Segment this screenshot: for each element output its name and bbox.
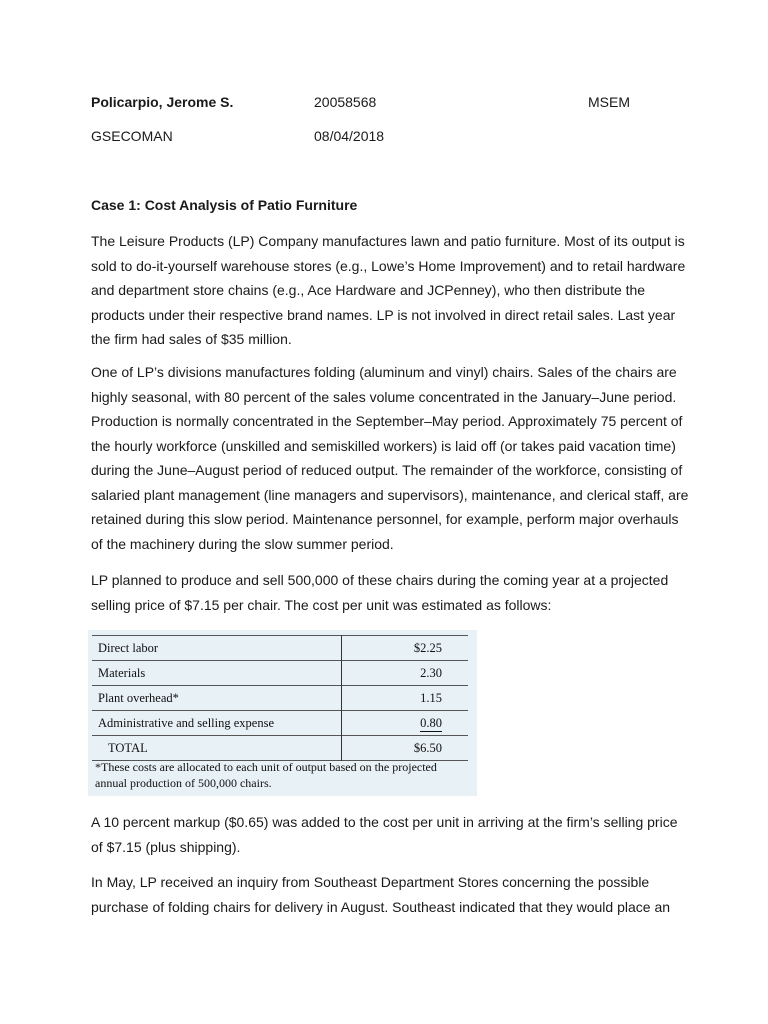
table-row (92, 686, 468, 711)
student-name: Policarpio, Jerome S. (91, 94, 234, 110)
table-row (92, 661, 468, 686)
cost-amount-cell (342, 711, 469, 736)
paragraph-company-intro: The Leisure Products (LP) Company manufactures lawn and patio furniture. Most of its output is sold to do-it-yourself warehouse stores (e.g., Lowe’s Home Improvement) and to retail hardware and department store chains (e.g., Ace Hardware and JCPenney), who then distribute the products under their respective brand names. LP is not involved in direct retail sales. Last year the firm had sales of $35 million. (91, 233, 686, 347)
course-code: GSECOMAN (91, 128, 173, 144)
cost-amount: 1.15 (342, 686, 469, 711)
paragraph-production-plan: LP planned to produce and sell 500,000 of these chairs during the coming year at a projected selling price of $7.15 per chair. The cost per unit was estimated as follows: (91, 572, 669, 613)
cost-amount: 0.80 (420, 716, 442, 730)
case-title: Case 1: Cost Analysis of Patio Furniture (91, 197, 358, 213)
table-footnote: *These costs are allocated to each unit of output based on the projected annual production of 500,000 chairs. (95, 760, 437, 790)
submission-date: 08/04/2018 (314, 128, 385, 144)
cost-label: Administrative and selling expense (98, 716, 275, 730)
table-total-row (92, 736, 468, 761)
paragraph-markup: A 10 percent markup ($0.65) was added to the cost per unit in arriving at the firm’s selling price of $7.15 (plus shipping). (91, 814, 678, 855)
total-amount: $6.50 (342, 736, 469, 761)
paragraph-southeast-inquiry: In May, LP received an inquiry from Southeast Department Stores concerning the possible purchase of folding chairs for delivery in August. Southeast indicated that they would place an (91, 874, 671, 915)
table-row (92, 636, 468, 661)
student-id: 20058568 (314, 94, 377, 110)
cost-label: Materials (98, 666, 146, 680)
cost-per-unit-table (88, 630, 477, 796)
paragraph-chair-division: One of LP’s divisions manufactures folding (aluminum and vinyl) chairs. Sales of the chairs are highly seasonal, with 80 percent of the sales volume concentrated in the January–June period. Production is normally concentrated in the September–May period. Approximately 75 percent of the hourly workforce (unskilled and semiskilled workers) is laid off (or takes paid vacation time) during the June–August period of reduced output. The remainder of the workforce, consisting of salaried plant management (line managers and supervisors), maintenance, and clerical staff, are retained during this slow period. Maintenance personnel, for example, perform major overhauls of the machinery during the slow summer period. (91, 364, 689, 552)
cost-amount: $2.25 (342, 636, 469, 661)
cost-amount: 2.30 (342, 661, 469, 686)
table-row (92, 711, 468, 736)
program-name: MSEM (588, 94, 630, 110)
total-label: TOTAL (108, 741, 148, 755)
cost-label: Plant overhead* (98, 691, 179, 705)
cost-label: Direct labor (98, 641, 159, 655)
cost-table (92, 635, 468, 761)
